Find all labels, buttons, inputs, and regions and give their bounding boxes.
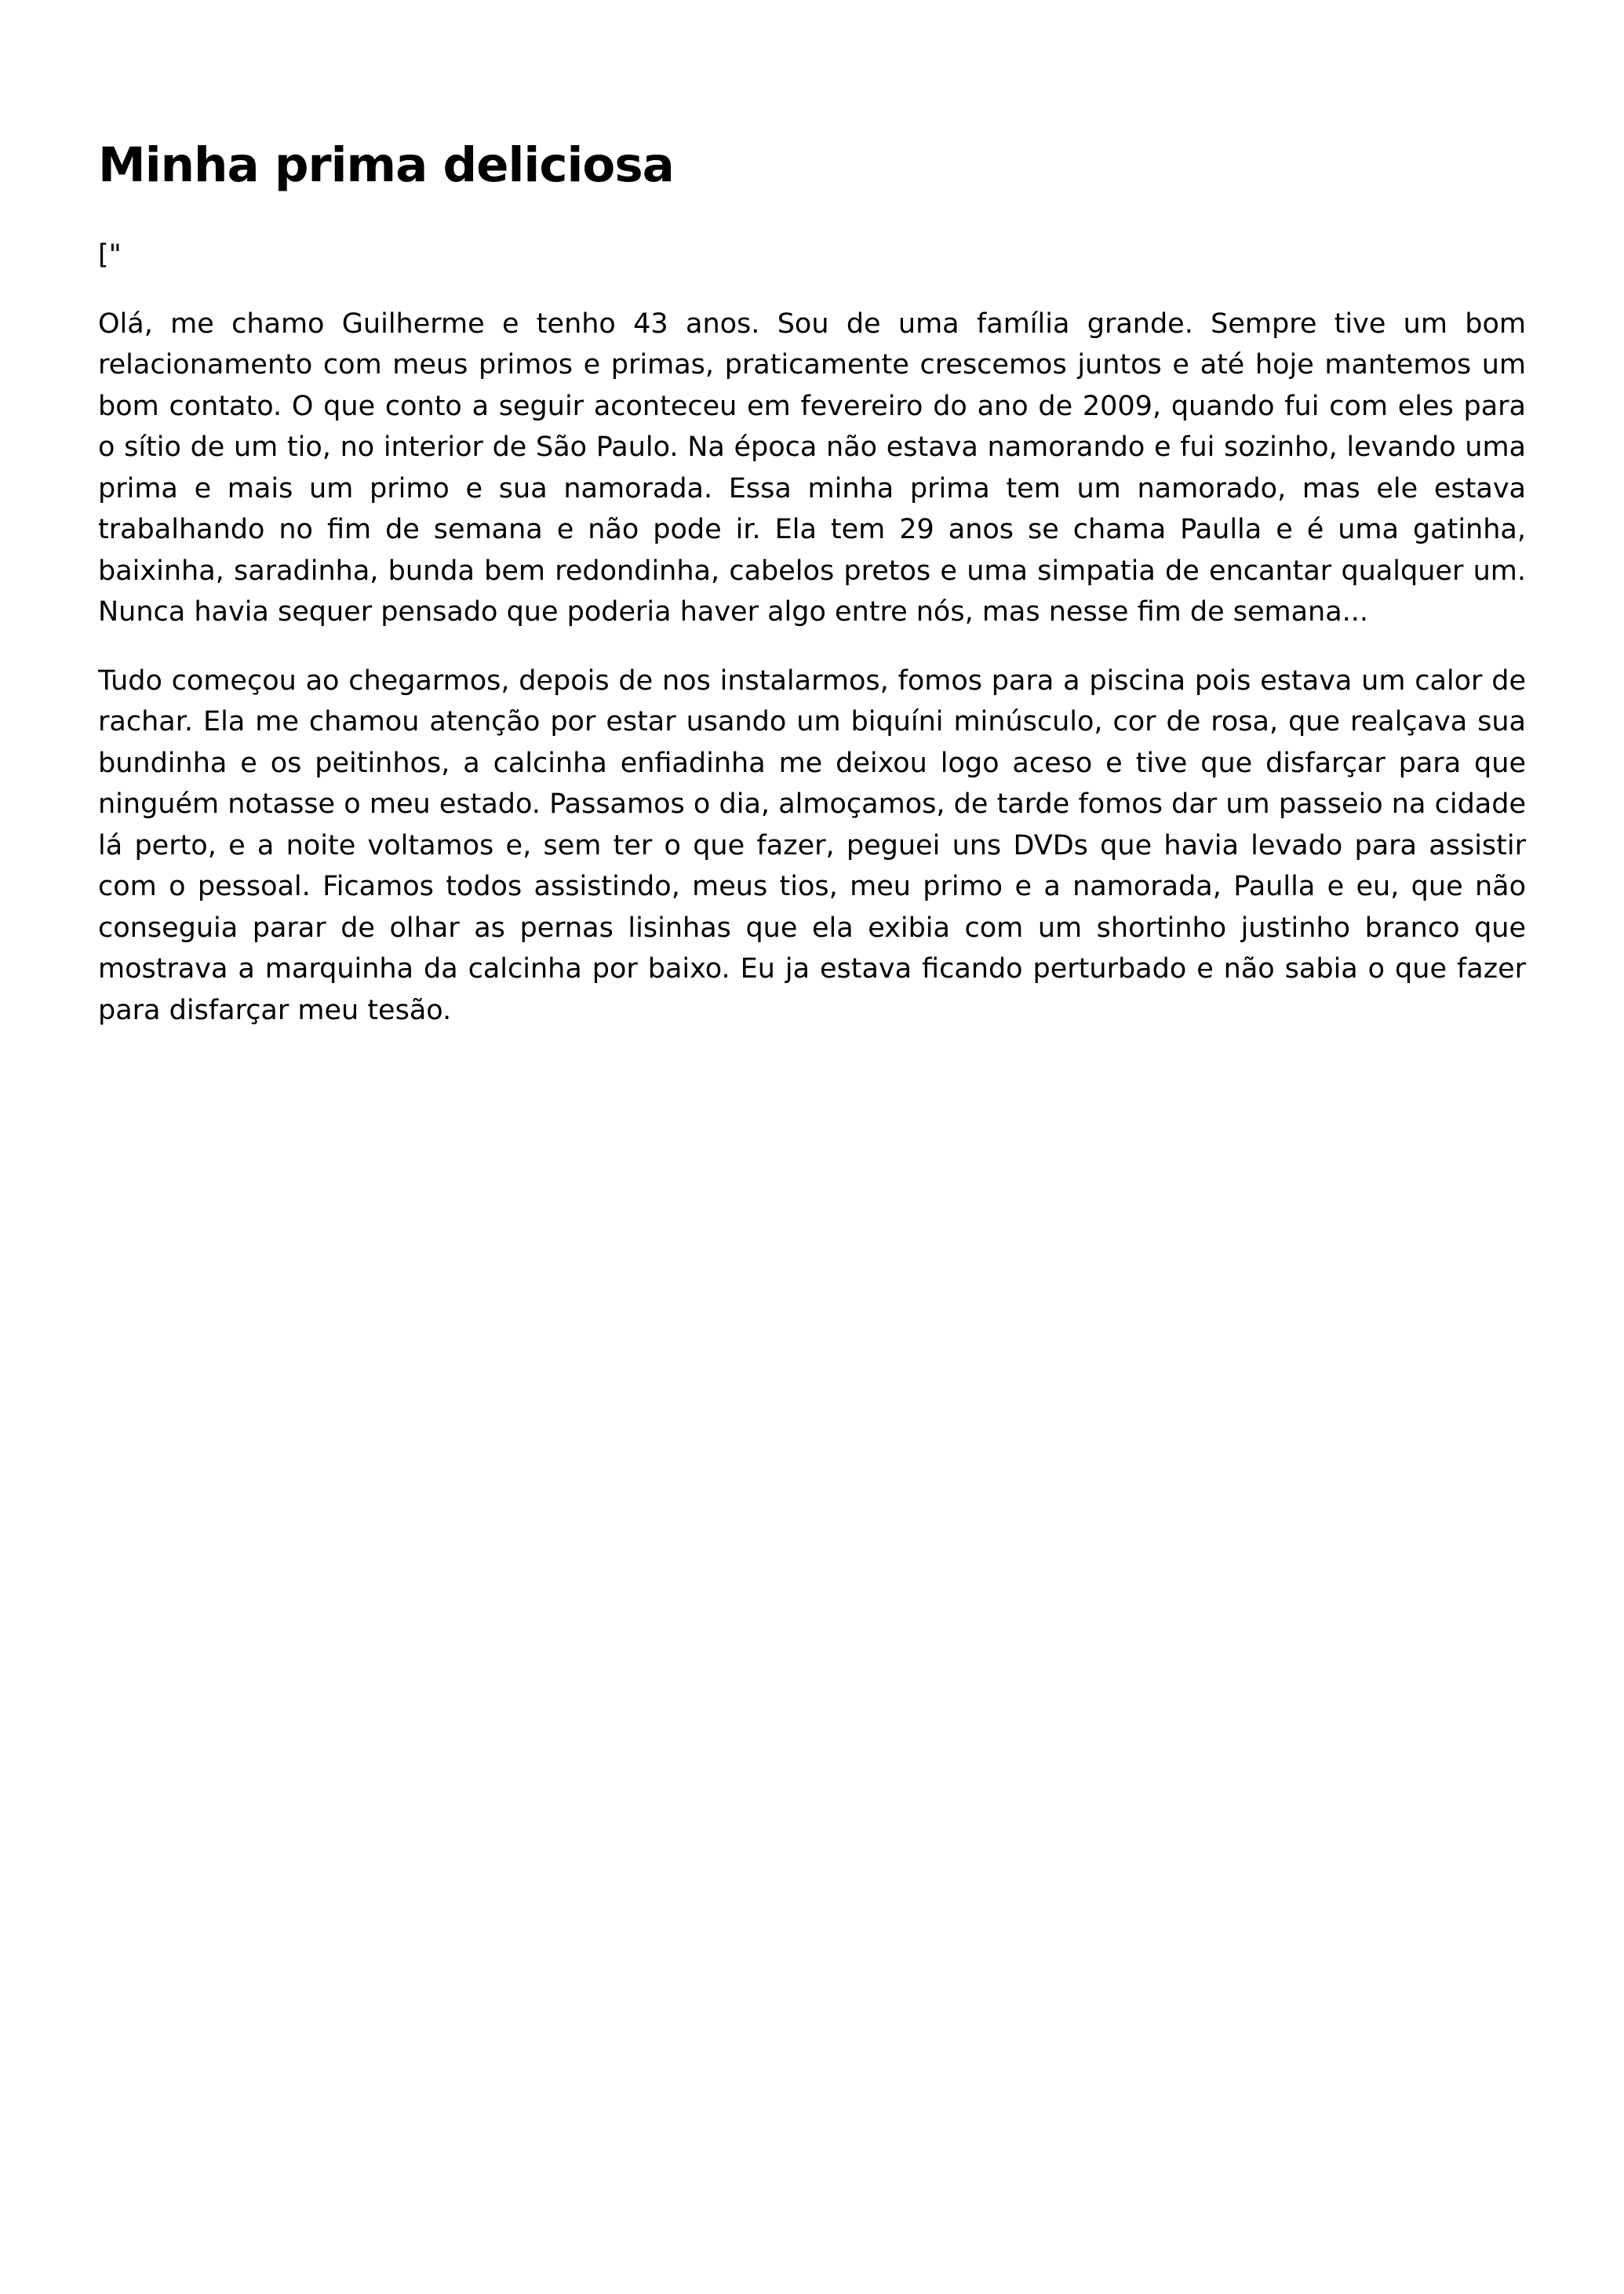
page-title: Minha prima deliciosa bbox=[98, 137, 674, 193]
story-paragraph-2: Tudo começou ao chegarmos, depois de nos instalarmos, fomos para a piscina pois estava um calor de rachar. Ela me chamou atenção por estar usando um biquíni minúsculo, cor de rosa, que realçava sua bundinha e os peitinhos, a calcinha enfiadinha me deixou logo aceso e tive que disfarçar para que ninguém notasse o meu estado. Passamos o dia, almoçamos, de tarde fomos dar um passeio na cidade lá perto, e a noite voltamos e, sem ter o que fazer, peguei uns DVDs que havia levado para assistir com o pessoal. Ficamos todos assistindo, meus tios, meu primo e a namorada, Paulla e eu, que não conseguia parar de olhar as pernas lisinhas que ela exibia com um shortinho justinho branco que mostrava a marquinha da calcinha por baixo. Eu ja estava ficando perturbado e não sabia o que fazer para disfarçar meu tesão. bbox=[98, 665, 1526, 1026]
story-paragraph-1: Olá, me chamo Guilherme e tenho 43 anos. Sou de uma família grande. Sempre tive um bom relacionamento com meus primos e primas, praticamente crescemos juntos e até hoje mantemos um bom contato. O que conto a seguir aconteceu em fevereiro do ano de 2009, quando fui com eles para o sítio de um tio, no interior de São Paulo. Na época não estava namorando e fui sozinho, levando uma prima e mais um primo e sua namorada. Essa minha prima tem um namorado, mas ele estava trabalhando no fim de semana e não pode ir. Ela tem 29 anos se chama Paulla e é uma gatinha, baixinha, saradinha, bunda bem redondinha, cabelos pretos e uma simpatia de encantar qualquer um. Nunca havia sequer pensado que poderia haver algo entre nós, mas nesse fim de semana... bbox=[98, 308, 1526, 628]
bracket-token-text: [" bbox=[98, 239, 122, 271]
